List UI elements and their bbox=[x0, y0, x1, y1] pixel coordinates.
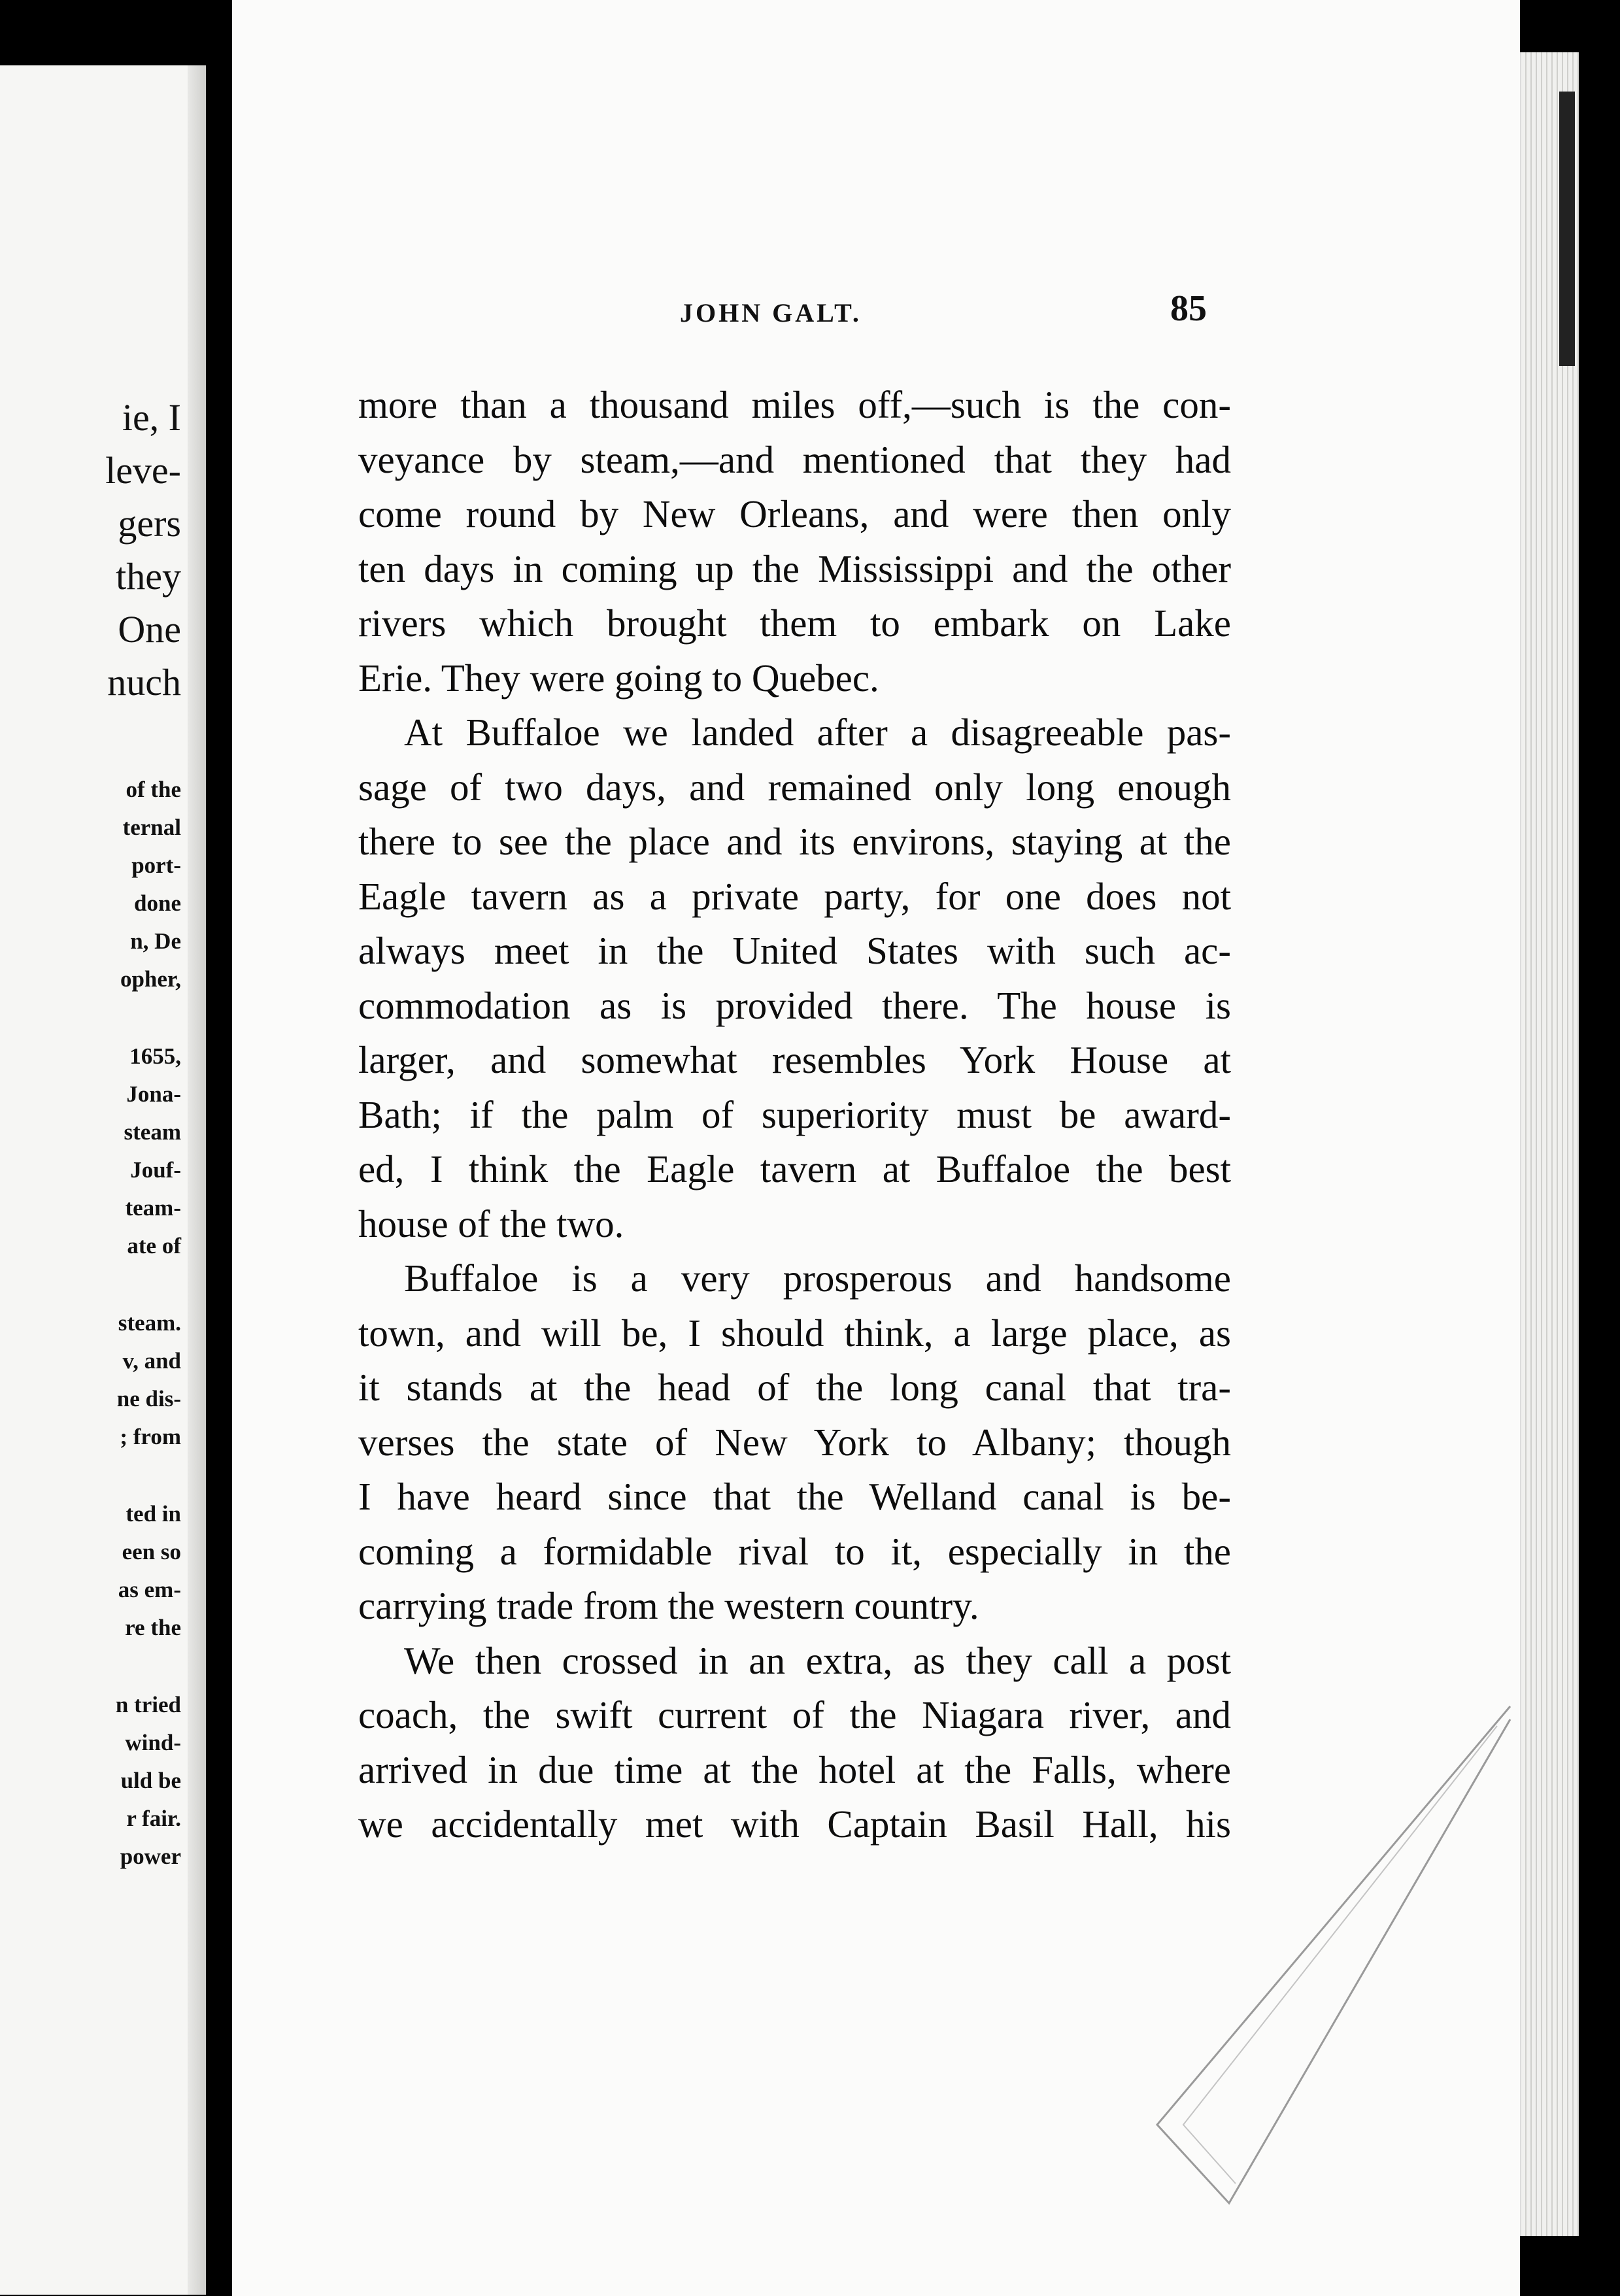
fold-line-inner bbox=[1183, 1726, 1497, 2184]
previous-page-note-line: ted in bbox=[126, 1501, 181, 1527]
text-line: there to see the place and its environs, staying at the bbox=[358, 820, 1231, 863]
previous-page-line: One bbox=[118, 608, 181, 650]
text-line: arrived in due time at the hotel at the Falls, where bbox=[358, 1747, 1231, 1791]
previous-page-note-line: wind- bbox=[125, 1730, 181, 1755]
previous-page-note-line: team- bbox=[125, 1195, 181, 1221]
previous-page-line: they bbox=[116, 555, 181, 598]
running-head: JOHN GALT. bbox=[680, 298, 862, 328]
previous-page-note-line: een so bbox=[122, 1539, 181, 1564]
previous-page-note-line: Jona- bbox=[126, 1081, 181, 1107]
text-line: At Buffaloe we landed after a disagreeable pas- bbox=[404, 711, 1231, 754]
text-line: verses the state of New York to Albany; though bbox=[358, 1420, 1231, 1464]
previous-page-note-line: uld be bbox=[120, 1768, 181, 1793]
text-line: we accidentally met with Captain Basil Hall, his bbox=[358, 1802, 1231, 1846]
previous-page-note-line: ; from bbox=[120, 1424, 181, 1449]
text-line: ed, I think the Eagle tavern at Buffaloe the best bbox=[358, 1147, 1231, 1190]
previous-page-line: leve- bbox=[105, 449, 181, 492]
previous-page-note-line: done bbox=[134, 890, 181, 916]
previous-page-note-line: steam bbox=[124, 1119, 181, 1145]
text-line: come round by New Orleans, and were then only bbox=[358, 492, 1231, 535]
text-line: larger, and somewhat resembles York House at bbox=[358, 1038, 1231, 1081]
previous-page-note-line: n tried bbox=[115, 1692, 181, 1717]
text-line: coming a formidable rival to it, especially in the bbox=[358, 1529, 1231, 1573]
text-line: Bath; if the palm of superiority must be award- bbox=[358, 1092, 1231, 1136]
page-gutter-shadow bbox=[188, 65, 206, 2295]
paragraph bbox=[358, 378, 1231, 705]
previous-page-line: gers bbox=[118, 502, 181, 545]
previous-page-fragment bbox=[0, 65, 206, 2295]
text-line: town, and will be, I should think, a large place, as bbox=[358, 1311, 1231, 1355]
previous-page-note-line: 1655, bbox=[129, 1043, 181, 1069]
previous-page-line: ie, I bbox=[122, 396, 181, 439]
text-line: ten days in coming up the Mississippi and the other bbox=[358, 547, 1231, 590]
folded-corner-mark bbox=[1105, 1700, 1530, 2223]
text-line: sage of two days, and remained only long enough bbox=[358, 765, 1231, 809]
previous-page-note-line: power bbox=[120, 1844, 181, 1869]
text-line: more than a thousand miles off,—such is the con- bbox=[358, 383, 1231, 426]
text-line: house of the two. bbox=[358, 1202, 624, 1245]
text-line: Erie. They were going to Quebec. bbox=[358, 656, 879, 700]
previous-page-note-line: as em- bbox=[118, 1577, 181, 1602]
text-line: We then crossed in an extra, as they call a post bbox=[404, 1638, 1231, 1682]
previous-page-note-line: of the bbox=[126, 777, 181, 802]
text-line: Buffaloe is a very prosperous and handsome bbox=[404, 1257, 1231, 1300]
paragraph bbox=[358, 1634, 1231, 1852]
paragraph bbox=[358, 1251, 1231, 1634]
text-line: Eagle tavern as a private party, for one does not bbox=[358, 874, 1231, 918]
book-spine bbox=[206, 0, 232, 2296]
previous-page-note-line: port- bbox=[131, 853, 181, 878]
text-line: commodation as is provided there. The house is bbox=[358, 983, 1231, 1027]
fold-line bbox=[1157, 1706, 1510, 2203]
page-edge-shadow bbox=[1559, 92, 1575, 366]
text-line: carrying trade from the western country. bbox=[358, 1584, 979, 1627]
previous-page-note-line: ternal bbox=[122, 815, 181, 840]
previous-page-note-line: n, De bbox=[130, 928, 181, 954]
previous-page-note-line: steam. bbox=[118, 1310, 181, 1336]
paragraph bbox=[358, 705, 1231, 1251]
previous-page-note-line: v, and bbox=[122, 1348, 181, 1374]
text-line: rivers which brought them to embark on Lake bbox=[358, 601, 1231, 645]
text-line: coach, the swift current of the Niagara river, and bbox=[358, 1693, 1231, 1736]
previous-page-note-line: Jouf- bbox=[130, 1157, 181, 1183]
text-line: it stands at the head of the long canal that tra- bbox=[358, 1366, 1231, 1409]
page-edges bbox=[1520, 52, 1580, 2236]
previous-page-note-line: opher, bbox=[120, 966, 181, 992]
text-line: I have heard since that the Welland canal is be- bbox=[358, 1475, 1231, 1518]
page-body-text bbox=[358, 378, 1231, 1852]
previous-page-line: nuch bbox=[107, 661, 181, 703]
text-line: veyance by steam,—and mentioned that they had bbox=[358, 437, 1231, 481]
previous-page-note-line: ne dis- bbox=[116, 1386, 181, 1411]
text-line: always meet in the United States with such ac- bbox=[358, 929, 1231, 972]
previous-page-note-line: re the bbox=[125, 1615, 181, 1640]
page-number: 85 bbox=[1170, 288, 1207, 329]
previous-page-note-line: ate of bbox=[127, 1233, 181, 1258]
previous-page-note-line: r fair. bbox=[126, 1806, 181, 1831]
scan-border bbox=[1579, 0, 1620, 2296]
